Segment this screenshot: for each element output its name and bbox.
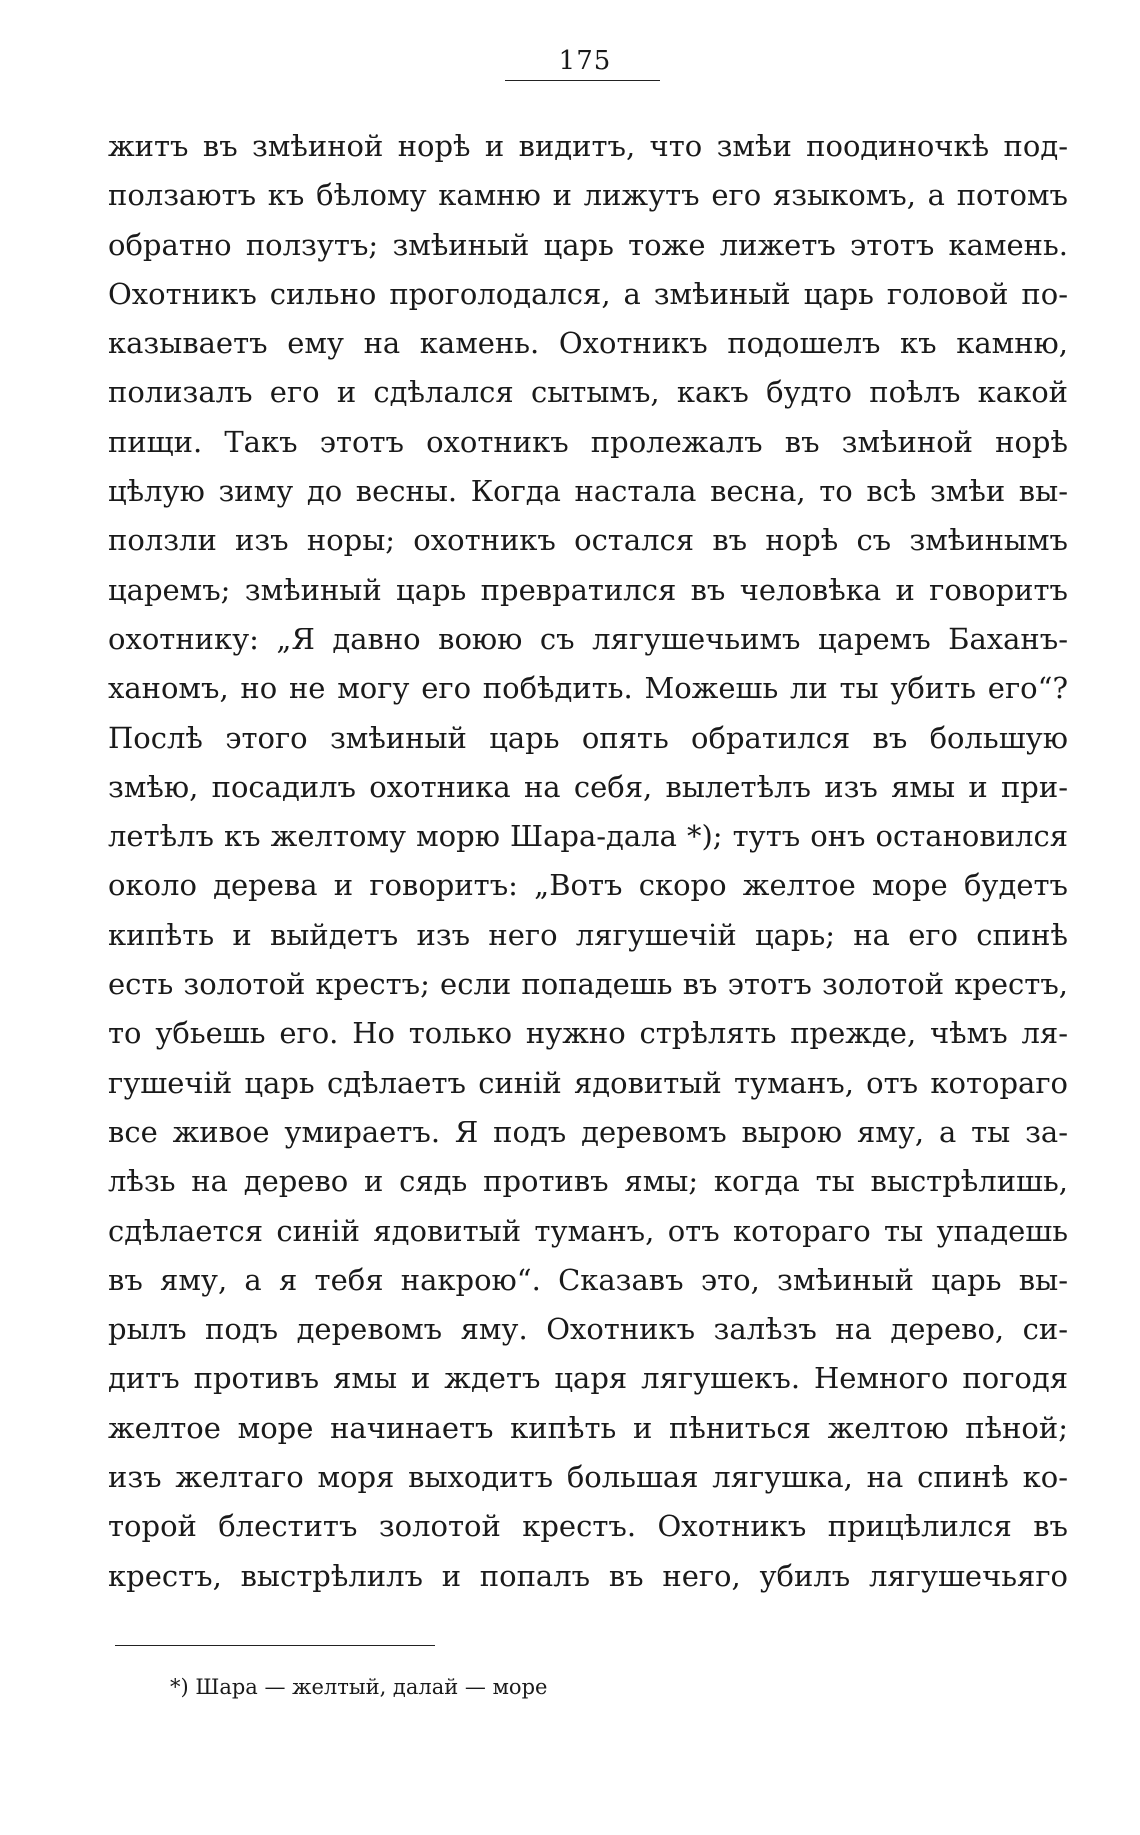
page-number: 175 [558, 46, 612, 76]
footnote: *) Шара — желтый, далай — море [170, 1675, 548, 1699]
text-line: то убьешь его. Но только нужно стрѣлять прежде, чѣмъ ля- [108, 1016, 1068, 1051]
text-line: ползаютъ къ бѣлому камню и лижутъ его языкомъ, а потомъ [108, 178, 1068, 213]
text-line: около дерева и говоритъ: „Вотъ скоро желтое море будетъ [108, 868, 1068, 903]
text-line: кипѣть и выйдетъ изъ него лягушечій царь; на его спинѣ [108, 917, 1068, 952]
text-line: въ яму, а я тебя накрою“. Сказавъ это, змѣиный царь вы- [108, 1262, 1068, 1297]
text-line: ханомъ, но не могу его побѣдить. Можешь ли ты убить его“? [108, 671, 1068, 706]
text-line: рылъ подъ деревомъ яму. Охотникъ залѣзъ на дерево, си- [108, 1312, 1068, 1347]
text-line: дитъ противъ ямы и ждетъ царя лягушекъ. Немного погодя [108, 1361, 1068, 1396]
text-line: ползли изъ норы; охотникъ остался въ норѣ съ змѣинымъ [108, 523, 1068, 558]
text-line: царемъ; змѣиный царь превратился въ человѣка и говоритъ [108, 572, 1068, 607]
text-line: охотнику: „Я давно воюю съ лягушечьимъ царемъ Баханъ- [108, 621, 1068, 656]
text-line: крестъ, выстрѣлилъ и попалъ въ него, убилъ лягушечьяго [108, 1558, 1068, 1593]
text-line: есть золотой крестъ; если попадешь въ этотъ золотой крестъ, [108, 967, 1068, 1002]
text-line: цѣлую зиму до весны. Когда настала весна, то всѣ змѣи вы- [108, 474, 1068, 509]
text-line: гушечій царь сдѣлаетъ синій ядовитый туманъ, отъ котораго [108, 1065, 1068, 1100]
text-line: пищи. Такъ этотъ охотникъ пролежалъ въ змѣиной норѣ [108, 424, 1068, 459]
text-line: все живое умираетъ. Я подъ деревомъ вырою яму, а ты за- [108, 1114, 1068, 1149]
text-line: обратно ползутъ; змѣиный царь тоже лижетъ этотъ камень. [108, 227, 1068, 262]
text-line: сдѣлается синій ядовитый туманъ, отъ котораго ты упадешь [108, 1213, 1068, 1248]
page-number-rule [505, 80, 660, 81]
text-line: Охотникъ сильно проголодался, а змѣиный царь головой по- [108, 276, 1068, 311]
text-line: желтое море начинаетъ кипѣть и пѣниться желтою пѣной; [108, 1410, 1068, 1445]
text-line: торой блеститъ золотой крестъ. Охотникъ прицѣлился въ [108, 1509, 1068, 1544]
text-line: изъ желтаго моря выходитъ большая лягушка, на спинѣ ко- [108, 1460, 1068, 1495]
text-line: лѣзь на дерево и сядь противъ ямы; когда ты выстрѣлишь, [108, 1164, 1068, 1199]
text-line: полизалъ его и сдѣлался сытымъ, какъ будто поѣлъ какой [108, 375, 1068, 410]
text-line: житъ въ змѣиной норѣ и видитъ, что змѣи поодиночкѣ под- [108, 129, 1068, 163]
body-text [108, 122, 1068, 1601]
text-line: Послѣ этого змѣиный царь опять обратился въ большую [108, 720, 1068, 755]
text-line: казываетъ ему на камень. Охотникъ подошелъ къ камню, [108, 326, 1068, 361]
footnote-rule [115, 1645, 435, 1646]
text-line: змѣю, посадилъ охотника на себя, вылетѣлъ изъ ямы и при- [108, 769, 1068, 804]
text-line: летѣлъ къ желтому морю Шара-дала *); тутъ онъ остановился [108, 819, 1068, 854]
